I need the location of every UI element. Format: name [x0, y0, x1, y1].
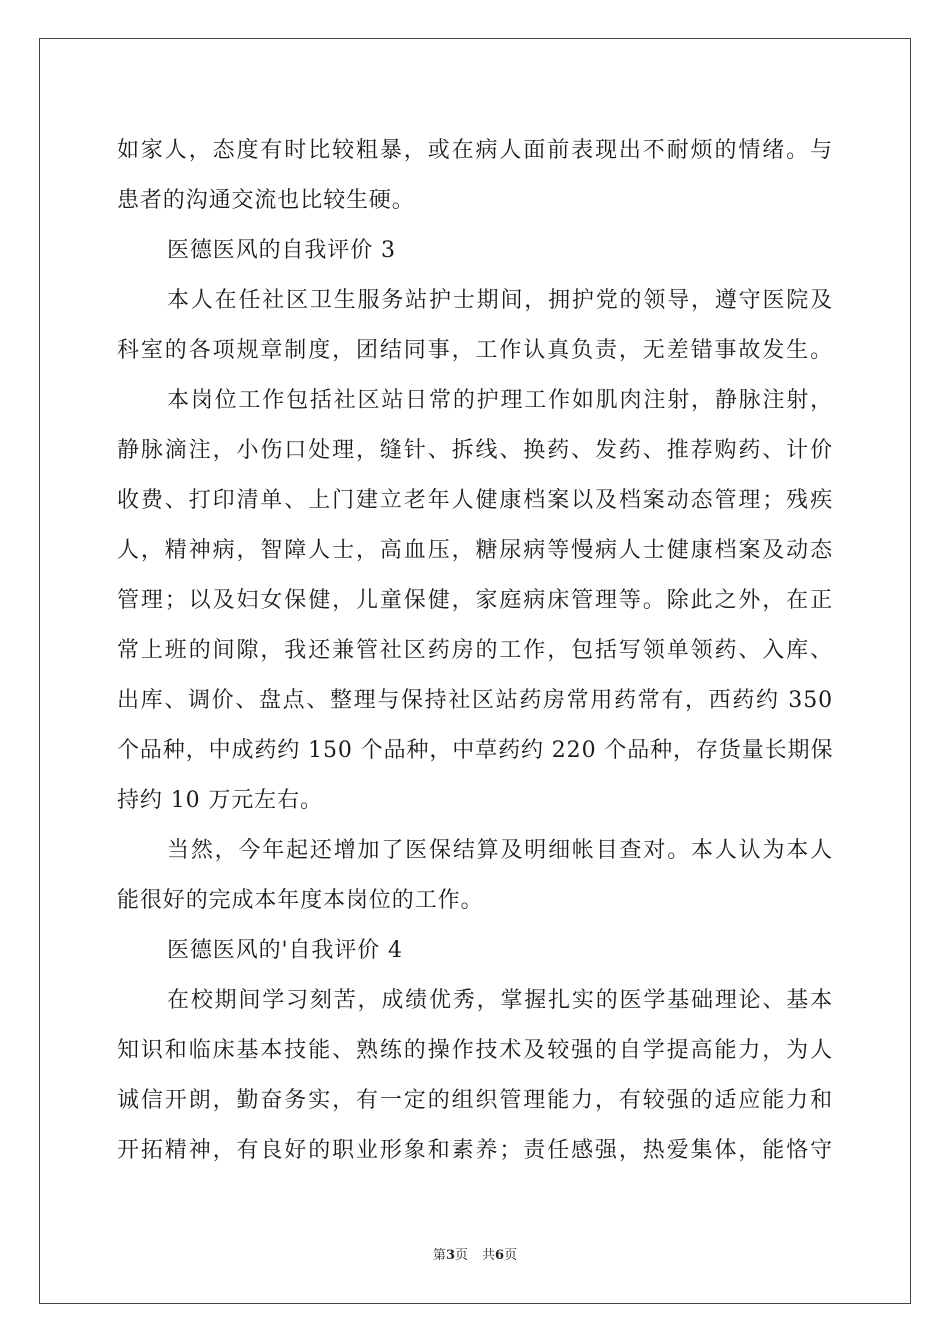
total-prefix: 共 — [482, 1248, 496, 1263]
text-line: 知识和临床基本技能、熟练的操作技术及较强的自学提高能力，为人 — [117, 1038, 833, 1063]
text-line: 人，精神病，智障人士，高血压，糖尿病等慢病人士健康档案及动态 — [117, 538, 833, 563]
text-line: 当然，今年起还增加了医保结算及明细帐目查对。本人认为本人 — [167, 838, 833, 863]
text-line: 如家人，态度有时比较粗暴，或在病人面前表现出不耐烦的情绪。与 — [117, 138, 833, 163]
text-line: 持约 10 万元左右。 — [117, 788, 323, 813]
text-line: 静脉滴注，小伤口处理，缝针、拆线、换药、发药、推荐购药、计价 — [117, 438, 833, 463]
text-line: 收费、打印清单、上门建立老年人健康档案以及档案动态管理；残疾 — [117, 488, 833, 513]
text-line: 管理；以及妇女保健，儿童保健，家庭病床管理等。除此之外，在正 — [117, 588, 833, 613]
text-line: 开拓精神，有良好的职业形象和素养；责任感强，热爱集体，能恪守 — [117, 1138, 833, 1163]
current-page-number: 3 — [445, 1248, 455, 1263]
page-prefix: 第 — [432, 1248, 446, 1263]
text-line: 本岗位工作包括社区站日常的护理工作如肌肉注射，静脉注射， — [167, 388, 833, 413]
text-line: 本人在任社区卫生服务站护士期间，拥护党的领导，遵守医院及 — [167, 288, 833, 313]
text-line: 个品种，中成药约 150 个品种，中草药约 220 个品种，存货量长期保 — [117, 738, 834, 763]
text-line: 能很好的完成本年度本岗位的工作。 — [117, 888, 484, 913]
text-line: 诚信开朗，勤奋务实，有一定的组织管理能力，有较强的适应能力和 — [117, 1088, 833, 1113]
section-heading: 医德医风的'自我评价 4 — [167, 938, 403, 963]
total-suffix: 页 — [504, 1248, 518, 1263]
section-heading: 医德医风的自我评价 3 — [167, 238, 396, 263]
text-line: 在校期间学习刻苦，成绩优秀，掌握扎实的医学基础理论、基本 — [167, 988, 833, 1013]
document-body — [117, 126, 833, 1176]
page-footer — [0, 1244, 950, 1263]
text-line: 出库、调价、盘点、整理与保持社区站药房常用药常有，西药约 350 — [117, 688, 833, 713]
text-line: 患者的沟通交流也比较生硬。 — [117, 188, 415, 213]
text-line: 常上班的间隙，我还兼管社区药房的工作，包括写领单领药、入库、 — [117, 638, 833, 663]
total-page-number: 6 — [495, 1248, 505, 1263]
page-suffix: 页 — [454, 1248, 468, 1263]
text-line: 科室的各项规章制度，团结同事，工作认真负责，无差错事故发生。 — [117, 338, 833, 363]
